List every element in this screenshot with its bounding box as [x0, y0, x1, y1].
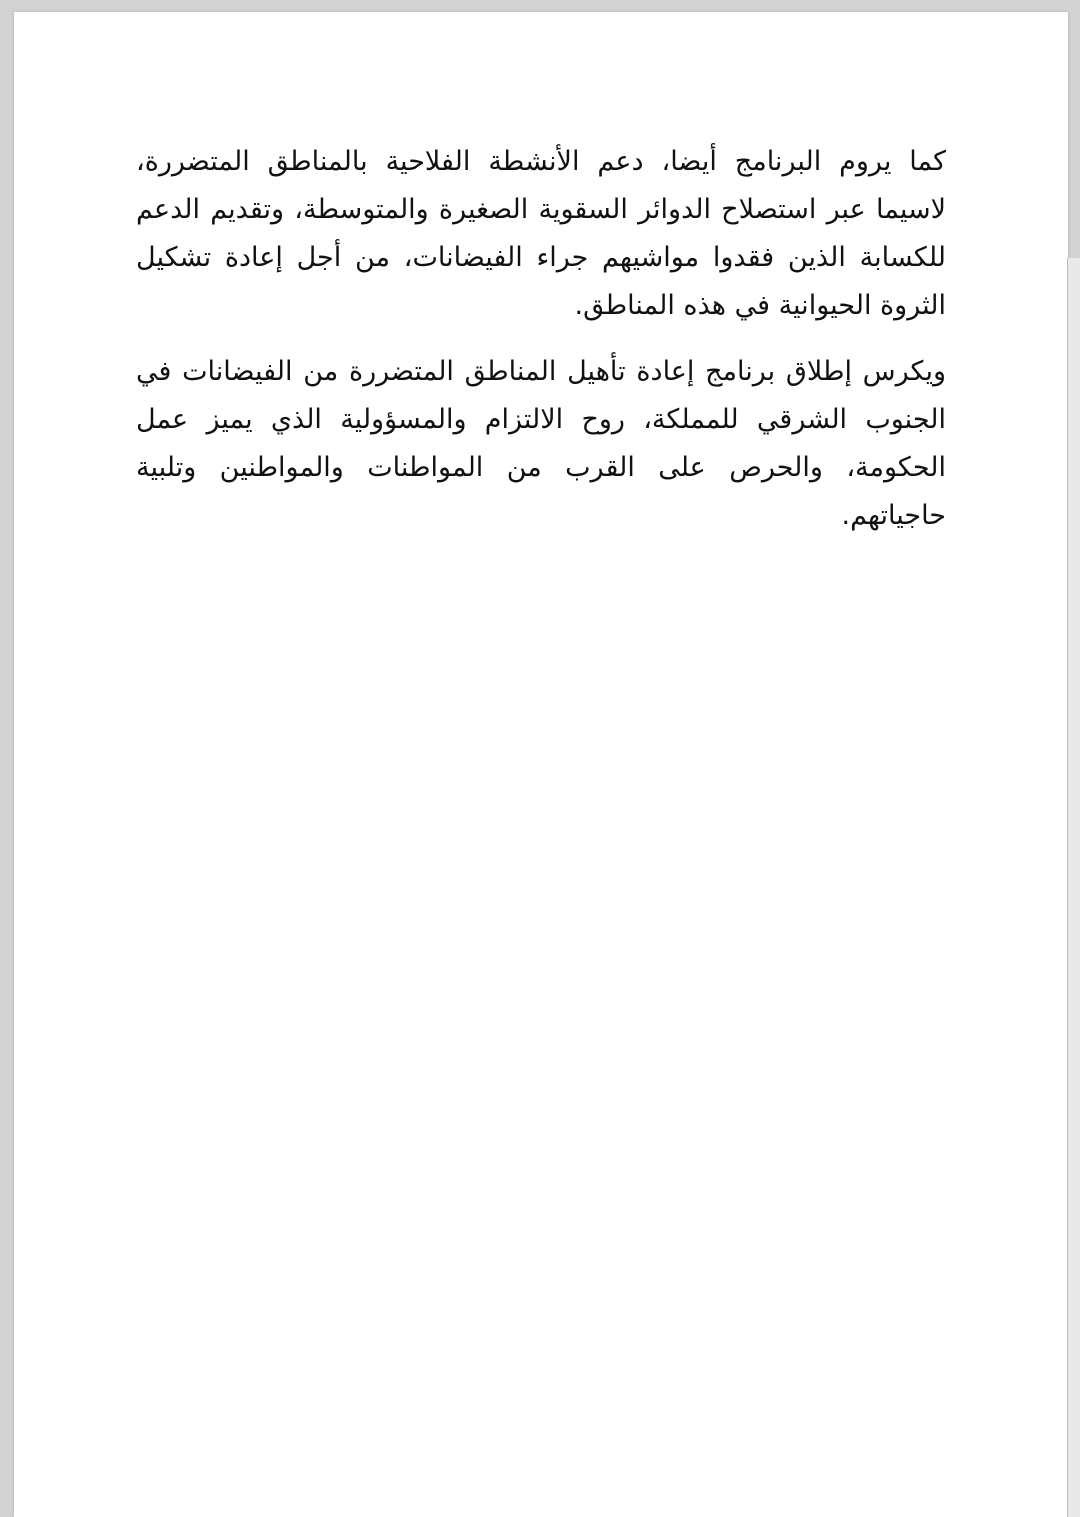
document-body: [136, 138, 946, 558]
paragraph-1: كما يروم البرنامج أيضا، دعم الأنشطة الفلاحية بالمناطق المتضررة، لاسيما عبر استصلاح الدوائر السقوية الصغيرة والمتوسطة، وتقديم الدعم للكسابة الذين فقدوا مواشيهم جراء الفيضانات، من أجل إعادة تشكيل الثروة الحيوانية في هذه المناطق.: [136, 146, 946, 321]
vertical-scrollbar[interactable]: [1067, 258, 1080, 1517]
paragraph-2: ويكرس إطلاق برنامج إعادة تأهيل المناطق المتضررة من الفيضانات في الجنوب الشرقي للمملكة، روح الالتزام والمسؤولية الذي يميز عمل الحكومة، والحرص على القرب من المواطنات والمواطنين وتلبية حاجياتهم.: [136, 356, 946, 531]
document-page: [14, 12, 1068, 1517]
